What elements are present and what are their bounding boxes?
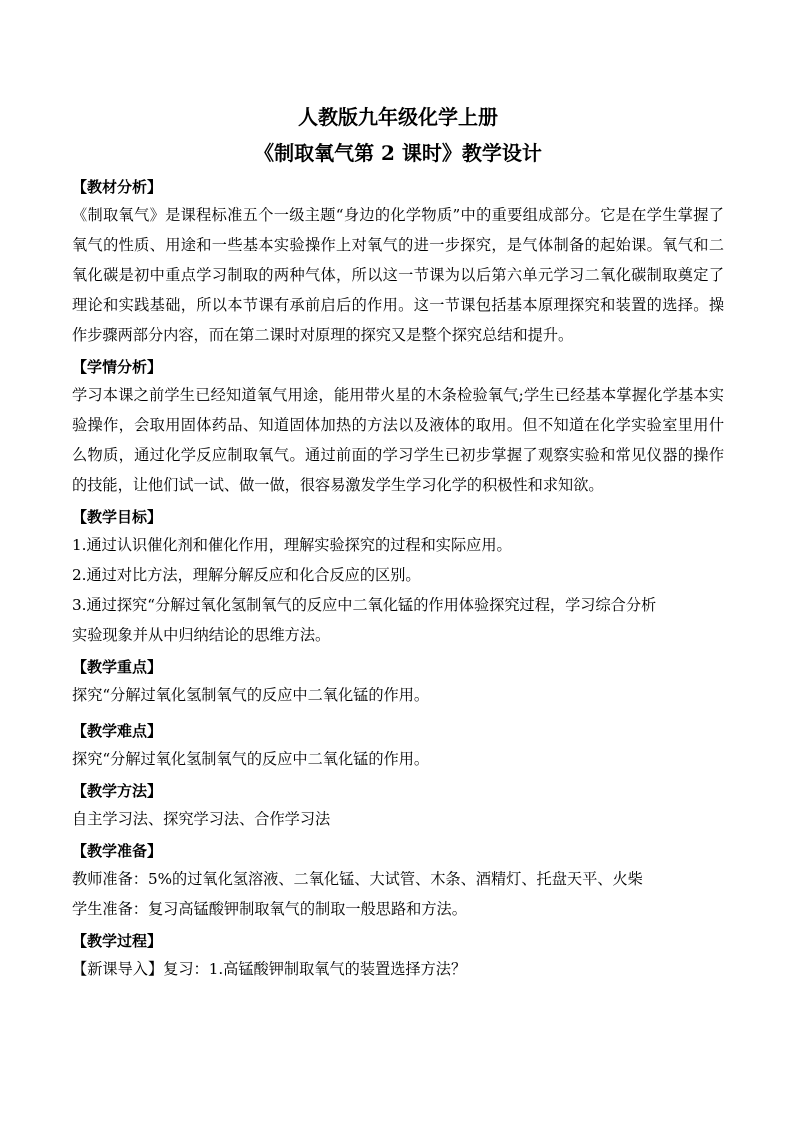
section-heading-key-points: 【教学重点】 [72,658,163,676]
section-body-key-points: 探究“分解过氧化氢制氧气的反应中二氧化锰的作用。 [72,686,430,704]
goal-item-2: 2.通过对比方法，理解分解反应和化合反应的区别。 [72,566,421,584]
spacer [72,710,724,714]
section-heading-process: 【教学过程】 [72,932,163,950]
section-body-difficulties: 探究“分解过氧化氢制氧气的反应中二氧化锰的作用。 [72,750,430,768]
section-body-methods: 自主学习法、探究学习法、合作学习法 [72,810,331,828]
section-body-students: 学习本课之前学生已经知道氧气用途，能用带火星的木条检验氧气;学生已经基本掌握化学基本实验操作，会取用固体药品、知道固体加热的方法以及液体的取用。但不知道在化学实验室里用什么物质，通过化学反应制取氧气。通过前面的学习学生已初步掌握了观察实验和常见仪器的操作的技能，让他们试一试、做一做，很容易激发学生学习化学的积极性和求知欲。 [72,386,724,494]
section-heading-goals: 【教学目标】 [72,508,163,526]
goal-item-1: 1.通过认识催化剂和催化作用，理解实验探究的过程和实际应用。 [72,536,512,554]
document-title-line2: 《制取氧气第 2 课时》教学设计 [254,141,542,165]
section-heading-methods: 【教学方法】 [72,782,163,800]
document-title-line1: 人教版九年级化学上册 [298,105,498,129]
section-heading-difficulties: 【教学难点】 [72,722,163,740]
goal-item-3-line1: 3.通过探究“分解过氧化氢制氧气的反应中二氧化锰的作用体验探究过程，学习综合分析 [72,596,657,614]
section-body-textbook: 《制取氧气》是课程标准五个一级主题“身边的化学物质”中的重要组成部分。它是在学生掌握了氧气的性质、用途和一些基本实验操作上对氧气的进一步探究，是气体制备的起始课。氧气和二氧化碳是初中重点学习制取的两种气体，所以这一节课为以后第六单元学习二氧化碳制取奠定了理论和实践基础，所以本节课有承前启后的作用。这一节课包括基本原理探究和装置的选择。操作步骤两部分内容，而在第二课时对原理的探究又是整个探究总结和提升。 [72,206,724,344]
section-heading-textbook: 【教材分析】 [72,178,163,196]
document-page [72,100,724,984]
process-intro: 【新课导入】复习：1.高锰酸钾制取氧气的装置选择方法？ [72,960,467,978]
goal-item-3-line2: 实验现象并从中归纳结论的思维方法。 [72,626,331,644]
preparation-teacher: 教师准备：5%的过氧化氢溶液、二氧化锰、大试管、木条、酒精灯、托盘天平、火柴 [72,870,643,888]
preparation-student: 学生准备：复习高锰酸钾制取氧气的制取一般思路和方法。 [72,900,467,918]
section-heading-preparation: 【教学准备】 [72,842,163,860]
section-heading-students: 【学情分析】 [72,358,163,376]
